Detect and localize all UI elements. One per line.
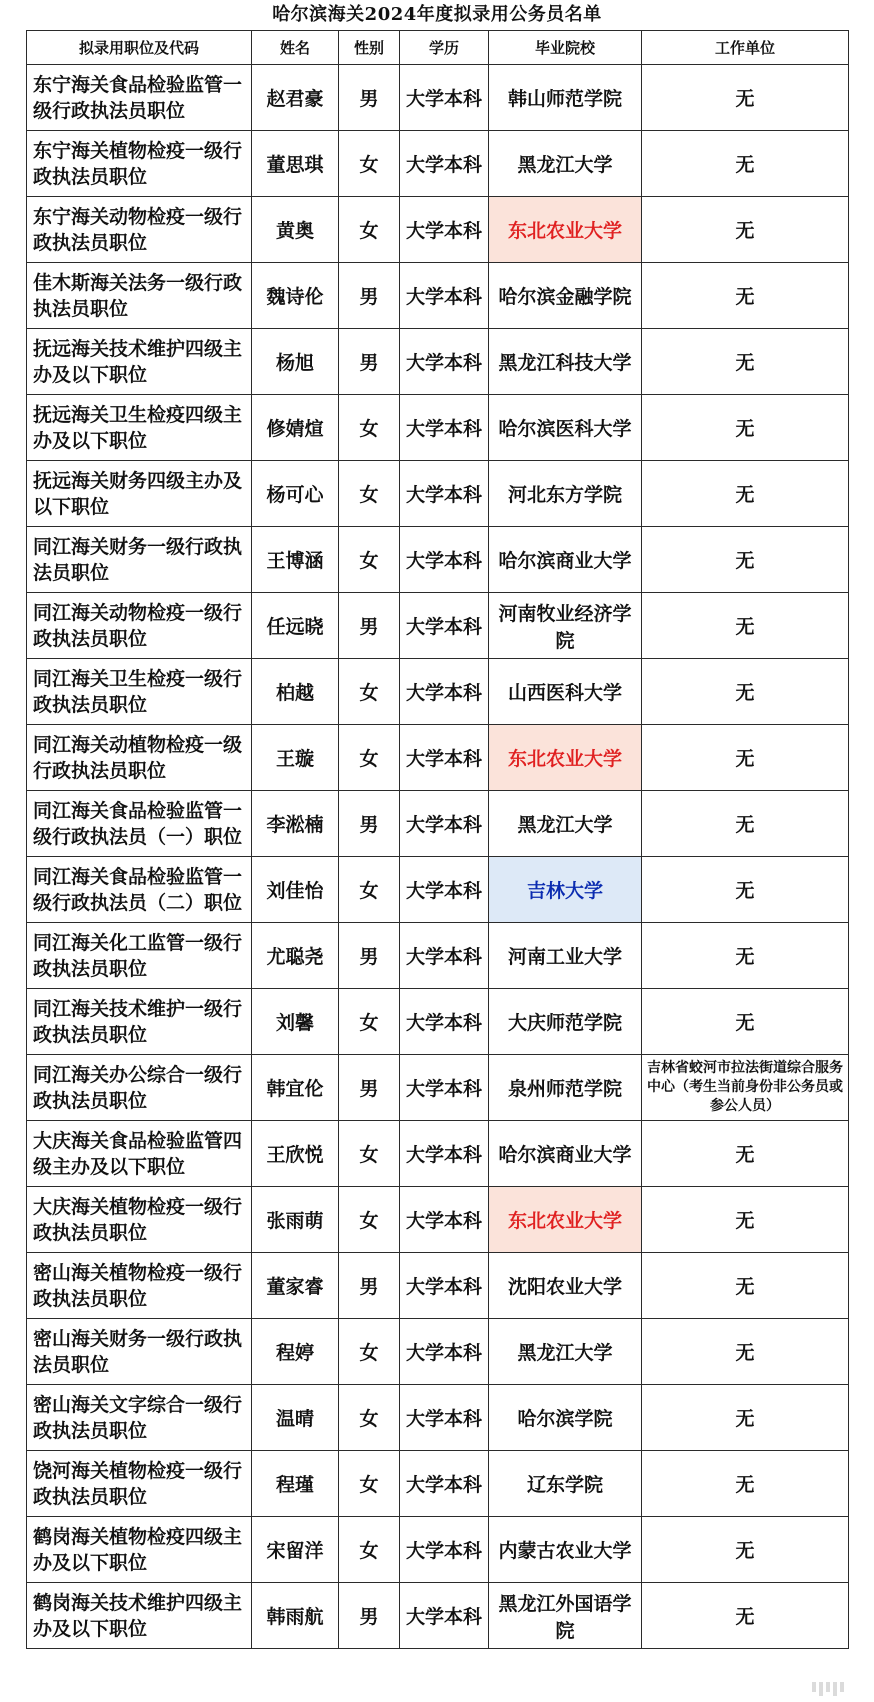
cell-school: 河南工业大学 <box>489 923 642 989</box>
cell-name: 杨可心 <box>252 461 339 527</box>
table-row <box>27 1583 849 1649</box>
cell-employer: 无 <box>642 593 849 659</box>
table-row <box>27 857 849 923</box>
cell-employer: 无 <box>642 659 849 725</box>
cell-employer: 无 <box>642 1385 849 1451</box>
cell-gender: 女 <box>339 659 400 725</box>
table-row <box>27 395 849 461</box>
cell-employer: 无 <box>642 1451 849 1517</box>
table-row <box>27 65 849 131</box>
cell-education: 大学本科 <box>400 857 489 923</box>
cell-school: 黑龙江大学 <box>489 131 642 197</box>
cell-school: 沈阳农业大学 <box>489 1253 642 1319</box>
table-row <box>27 527 849 593</box>
cell-gender: 女 <box>339 1121 400 1187</box>
watermark-bars <box>812 1682 844 1696</box>
cell-name: 韩宜伦 <box>252 1055 339 1121</box>
cell-position: 抚远海关技术维护四级主办及以下职位 <box>27 329 252 395</box>
cell-employer: 无 <box>642 1187 849 1253</box>
header-row <box>27 31 849 65</box>
candidate-table <box>26 30 849 1649</box>
cell-education: 大学本科 <box>400 65 489 131</box>
cell-name: 董家睿 <box>252 1253 339 1319</box>
header-name: 姓名 <box>252 31 339 65</box>
cell-name: 赵君豪 <box>252 65 339 131</box>
cell-school: 大庆师范学院 <box>489 989 642 1055</box>
cell-employer: 无 <box>642 1517 849 1583</box>
cell-school: 哈尔滨商业大学 <box>489 527 642 593</box>
cell-gender: 女 <box>339 989 400 1055</box>
cell-school: 黑龙江大学 <box>489 1319 642 1385</box>
cell-name: 王璇 <box>252 725 339 791</box>
table-row <box>27 1055 849 1121</box>
header-employer: 工作单位 <box>642 31 849 65</box>
cell-gender: 男 <box>339 1253 400 1319</box>
table-row <box>27 1253 849 1319</box>
cell-school: 东北农业大学 <box>489 1187 642 1253</box>
cell-employer: 无 <box>642 527 849 593</box>
table-row <box>27 725 849 791</box>
cell-gender: 女 <box>339 197 400 263</box>
cell-education: 大学本科 <box>400 1583 489 1649</box>
cell-school: 哈尔滨商业大学 <box>489 1121 642 1187</box>
cell-employer: 无 <box>642 461 849 527</box>
cell-employer: 无 <box>642 989 849 1055</box>
cell-school: 东北农业大学 <box>489 725 642 791</box>
cell-education: 大学本科 <box>400 131 489 197</box>
cell-school: 辽东学院 <box>489 1451 642 1517</box>
table-row <box>27 131 849 197</box>
header-gender: 性别 <box>339 31 400 65</box>
cell-school: 吉林大学 <box>489 857 642 923</box>
cell-school: 山西医科大学 <box>489 659 642 725</box>
cell-employer: 无 <box>642 395 849 461</box>
cell-school: 黑龙江科技大学 <box>489 329 642 395</box>
table-row <box>27 659 849 725</box>
cell-position: 密山海关植物检疫一级行政执法员职位 <box>27 1253 252 1319</box>
cell-gender: 女 <box>339 1385 400 1451</box>
cell-education: 大学本科 <box>400 1253 489 1319</box>
cell-gender: 女 <box>339 131 400 197</box>
table-row <box>27 1121 849 1187</box>
cell-education: 大学本科 <box>400 989 489 1055</box>
table-row <box>27 263 849 329</box>
cell-gender: 男 <box>339 263 400 329</box>
cell-education: 大学本科 <box>400 1385 489 1451</box>
table-header <box>27 31 849 65</box>
cell-position: 同江海关化工监管一级行政执法员职位 <box>27 923 252 989</box>
cell-gender: 女 <box>339 527 400 593</box>
cell-education: 大学本科 <box>400 791 489 857</box>
cell-position: 饶河海关植物检疫一级行政执法员职位 <box>27 1451 252 1517</box>
cell-education: 大学本科 <box>400 461 489 527</box>
cell-position: 抚远海关财务四级主办及以下职位 <box>27 461 252 527</box>
table-row <box>27 791 849 857</box>
cell-position: 鹤岗海关植物检疫四级主办及以下职位 <box>27 1517 252 1583</box>
cell-position: 同江海关技术维护一级行政执法员职位 <box>27 989 252 1055</box>
cell-education: 大学本科 <box>400 527 489 593</box>
cell-education: 大学本科 <box>400 395 489 461</box>
cell-gender: 男 <box>339 791 400 857</box>
table-row <box>27 989 849 1055</box>
cell-employer: 无 <box>642 263 849 329</box>
cell-position: 大庆海关食品检验监管四级主办及以下职位 <box>27 1121 252 1187</box>
table-body <box>27 65 849 1649</box>
cell-position: 密山海关文字综合一级行政执法员职位 <box>27 1385 252 1451</box>
cell-gender: 男 <box>339 1583 400 1649</box>
cell-school: 内蒙古农业大学 <box>489 1517 642 1583</box>
cell-school: 哈尔滨金融学院 <box>489 263 642 329</box>
cell-name: 程婷 <box>252 1319 339 1385</box>
cell-school: 哈尔滨医科大学 <box>489 395 642 461</box>
cell-position: 东宁海关动物检疫一级行政执法员职位 <box>27 197 252 263</box>
cell-gender: 女 <box>339 1319 400 1385</box>
cell-gender: 女 <box>339 461 400 527</box>
cell-gender: 女 <box>339 1451 400 1517</box>
cell-name: 柏越 <box>252 659 339 725</box>
cell-school: 河南牧业经济学院 <box>489 593 642 659</box>
cell-name: 杨旭 <box>252 329 339 395</box>
cell-education: 大学本科 <box>400 593 489 659</box>
cell-position: 抚远海关卫生检疫四级主办及以下职位 <box>27 395 252 461</box>
cell-employer: 无 <box>642 1319 849 1385</box>
cell-school: 黑龙江外国语学院 <box>489 1583 642 1649</box>
cell-name: 程瑾 <box>252 1451 339 1517</box>
cell-gender: 男 <box>339 329 400 395</box>
cell-position: 同江海关财务一级行政执法员职位 <box>27 527 252 593</box>
cell-gender: 男 <box>339 593 400 659</box>
cell-gender: 男 <box>339 1055 400 1121</box>
cell-employer: 无 <box>642 791 849 857</box>
cell-position: 东宁海关植物检疫一级行政执法员职位 <box>27 131 252 197</box>
cell-name: 董思琪 <box>252 131 339 197</box>
cell-name: 刘馨 <box>252 989 339 1055</box>
cell-name: 刘佳怡 <box>252 857 339 923</box>
cell-name: 韩雨航 <box>252 1583 339 1649</box>
cell-name: 修婧煊 <box>252 395 339 461</box>
cell-employer: 无 <box>642 725 849 791</box>
cell-position: 大庆海关植物检疫一级行政执法员职位 <box>27 1187 252 1253</box>
table-row <box>27 1187 849 1253</box>
cell-education: 大学本科 <box>400 1055 489 1121</box>
cell-name: 张雨萌 <box>252 1187 339 1253</box>
cell-gender: 女 <box>339 857 400 923</box>
cell-employer: 无 <box>642 923 849 989</box>
table-row <box>27 1451 849 1517</box>
cell-employer: 无 <box>642 131 849 197</box>
cell-gender: 男 <box>339 923 400 989</box>
cell-position: 同江海关动物检疫一级行政执法员职位 <box>27 593 252 659</box>
cell-position: 同江海关办公综合一级行政执法员职位 <box>27 1055 252 1121</box>
cell-employer: 无 <box>642 65 849 131</box>
cell-employer: 无 <box>642 1583 849 1649</box>
cell-name: 李淞楠 <box>252 791 339 857</box>
cell-school: 河北东方学院 <box>489 461 642 527</box>
cell-gender: 男 <box>339 65 400 131</box>
cell-school: 东北农业大学 <box>489 197 642 263</box>
cell-education: 大学本科 <box>400 725 489 791</box>
cell-name: 黄奥 <box>252 197 339 263</box>
cell-position: 同江海关动植物检疫一级行政执法员职位 <box>27 725 252 791</box>
cell-employer: 吉林省蛟河市拉法街道综合服务中心（考生当前身份非公务员或参公人员） <box>642 1055 849 1121</box>
table-row <box>27 593 849 659</box>
cell-position: 东宁海关食品检验监管一级行政执法员职位 <box>27 65 252 131</box>
cell-employer: 无 <box>642 329 849 395</box>
cell-education: 大学本科 <box>400 1187 489 1253</box>
table-row <box>27 1319 849 1385</box>
cell-position: 同江海关食品检验监管一级行政执法员（二）职位 <box>27 857 252 923</box>
table-row <box>27 1385 849 1451</box>
cell-education: 大学本科 <box>400 659 489 725</box>
cell-position: 同江海关卫生检疫一级行政执法员职位 <box>27 659 252 725</box>
header-position: 拟录用职位及代码 <box>27 31 252 65</box>
cell-name: 任远晓 <box>252 593 339 659</box>
cell-employer: 无 <box>642 197 849 263</box>
cell-education: 大学本科 <box>400 923 489 989</box>
cell-name: 尤聪尧 <box>252 923 339 989</box>
cell-school: 哈尔滨学院 <box>489 1385 642 1451</box>
cell-education: 大学本科 <box>400 1517 489 1583</box>
cell-name: 宋留洋 <box>252 1517 339 1583</box>
header-education: 学历 <box>400 31 489 65</box>
cell-gender: 女 <box>339 1187 400 1253</box>
cell-education: 大学本科 <box>400 197 489 263</box>
table-row <box>27 329 849 395</box>
cell-name: 王博涵 <box>252 527 339 593</box>
cell-position: 密山海关财务一级行政执法员职位 <box>27 1319 252 1385</box>
cell-school: 韩山师范学院 <box>489 65 642 131</box>
cell-gender: 女 <box>339 395 400 461</box>
cell-education: 大学本科 <box>400 1451 489 1517</box>
cell-position: 同江海关食品检验监管一级行政执法员（一）职位 <box>27 791 252 857</box>
table-row <box>27 1517 849 1583</box>
cell-school: 黑龙江大学 <box>489 791 642 857</box>
cell-name: 魏诗伦 <box>252 263 339 329</box>
cell-gender: 女 <box>339 1517 400 1583</box>
cell-name: 温晴 <box>252 1385 339 1451</box>
document-title: 哈尔滨海关2024年度拟录用公务员名单 <box>272 4 602 25</box>
table-row <box>27 923 849 989</box>
table-row <box>27 197 849 263</box>
cell-employer: 无 <box>642 857 849 923</box>
header-school: 毕业院校 <box>489 31 642 65</box>
cell-position: 佳木斯海关法务一级行政执法员职位 <box>27 263 252 329</box>
cell-position: 鹤岗海关技术维护四级主办及以下职位 <box>27 1583 252 1649</box>
cell-education: 大学本科 <box>400 263 489 329</box>
cell-education: 大学本科 <box>400 1319 489 1385</box>
cell-education: 大学本科 <box>400 329 489 395</box>
table-row <box>27 461 849 527</box>
cell-employer: 无 <box>642 1253 849 1319</box>
cell-gender: 女 <box>339 725 400 791</box>
cell-name: 王欣悦 <box>252 1121 339 1187</box>
cell-education: 大学本科 <box>400 1121 489 1187</box>
cell-employer: 无 <box>642 1121 849 1187</box>
cell-school: 泉州师范学院 <box>489 1055 642 1121</box>
